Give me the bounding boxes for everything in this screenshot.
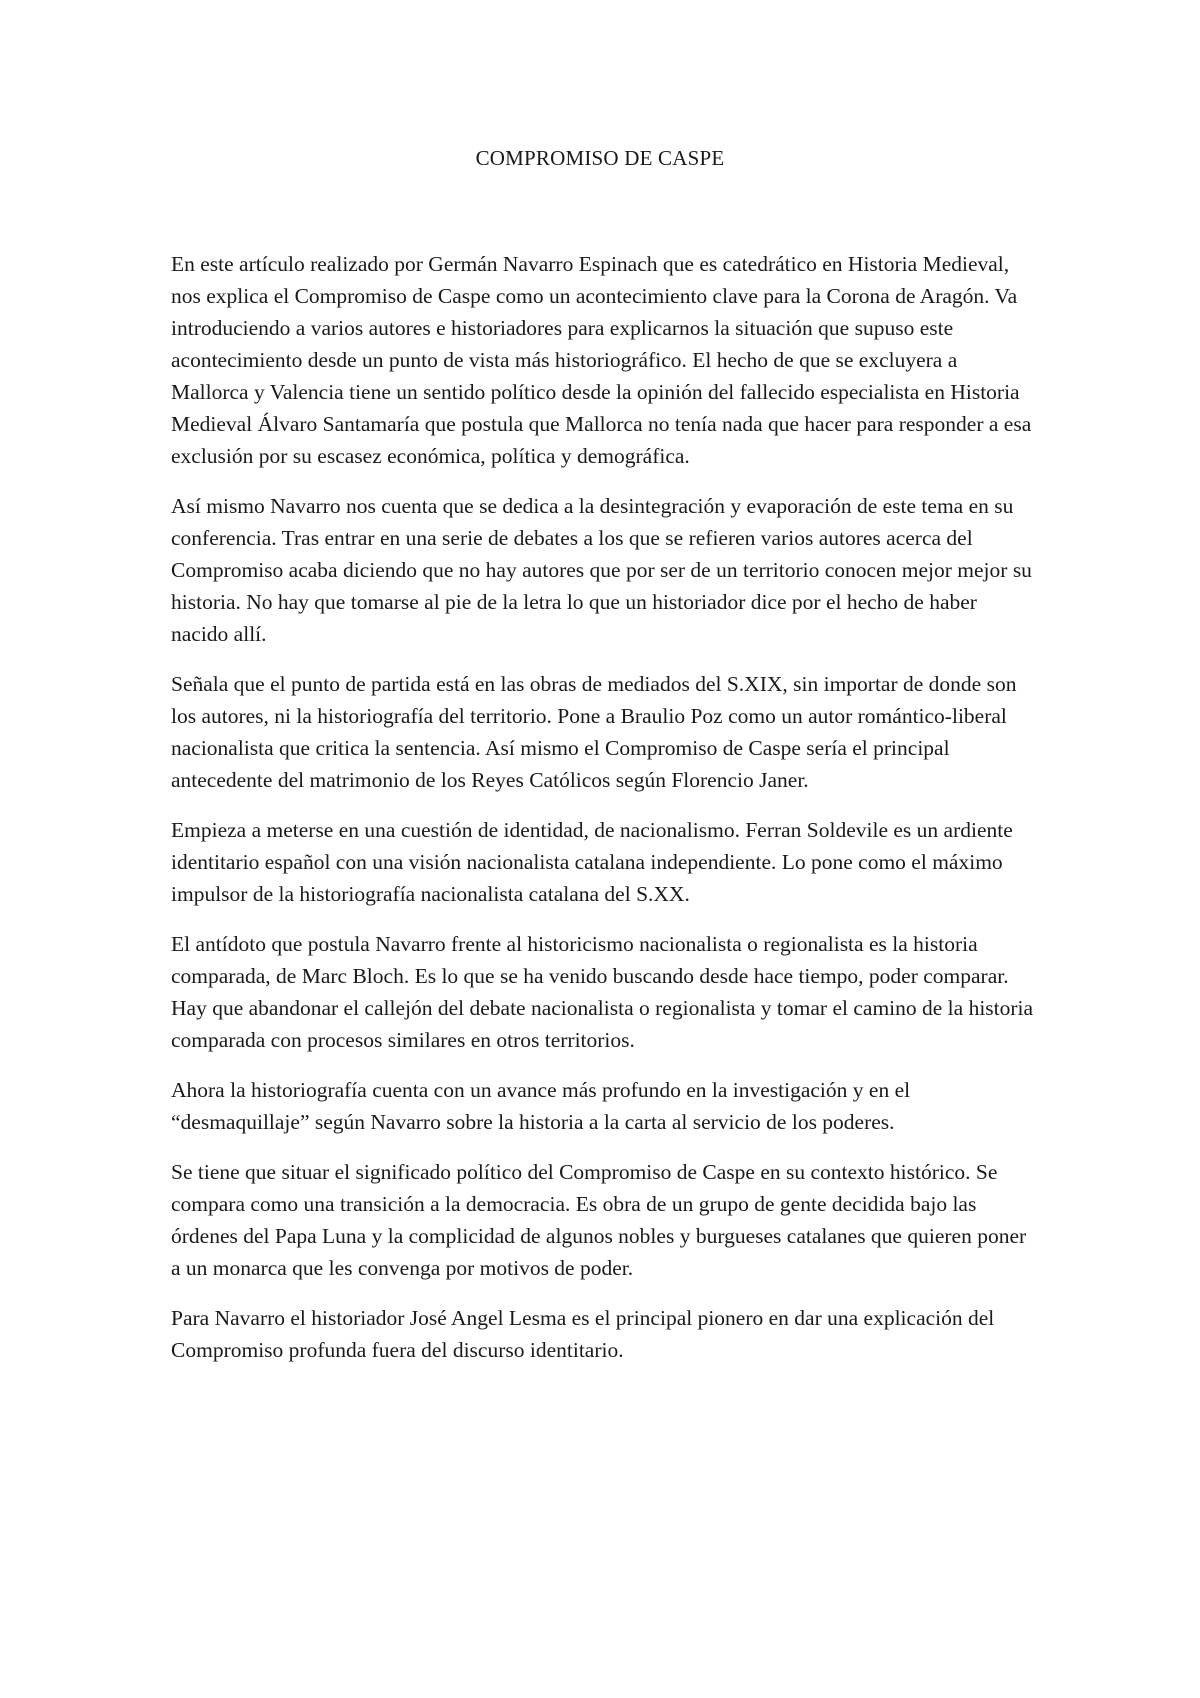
document-title: COMPROMISO DE CASPE — [475, 146, 725, 170]
paragraph-4: Empieza a meterse en una cuestión de identidad, de nacionalismo. Ferran Soldevile es un ardiente identitario español con una visión nacionalista catalana independiente. Lo pone como el máximo impulsor de la historiografía nacionalista catalana del S.XX. — [171, 818, 1013, 906]
paragraph-3: Señala que el punto de partida está en las obras de mediados del S.XIX, sin importar de donde son los autores, ni la historiografía del territorio. Pone a Braulio Poz como un autor romántico-liberal nacionalista que critica la sentencia. Así mismo el Compromiso de Caspe sería el principal antecedente del matrimonio de los Reyes Católicos según Florencio Janer. — [171, 672, 1017, 792]
paragraph-2: Así mismo Navarro nos cuenta que se dedica a la desintegración y evaporación de este tema en su conferencia. Tras entrar en una serie de debates a los que se refieren varios autores acerca del Compromiso acaba diciendo que no hay autores que por ser de un territorio conocen mejor mejor su historia. No hay que tomarse al pie de la letra lo que un historiador dice por el hecho de haber nacido allí. — [171, 494, 1032, 646]
paragraph-7: Se tiene que situar el significado político del Compromiso de Caspe en su contexto histórico. Se compara como una transición a la democracia. Es obra de un grupo de gente decidida bajo las órdenes del Papa Luna y la complicidad de algunos nobles y burgueses catalanes que quieren poner a un monarca que les convenga por motivos de poder. — [171, 1160, 1027, 1280]
paragraph-8: Para Navarro el historiador José Angel Lesma es el principal pionero en dar una explicación del Compromiso profunda fuera del discurso identitario. — [171, 1306, 995, 1362]
paragraph-6: Ahora la historiografía cuenta con un avance más profundo en la investigación y en el “desmaquillaje” según Navarro sobre la historia a la carta al servicio de los poderes. — [171, 1078, 911, 1134]
document-body — [171, 248, 1039, 1384]
paragraph-1: En este artículo realizado por Germán Navarro Espinach que es catedrático en Historia Medieval, nos explica el Compromiso de Caspe como un acontecimiento clave para la Corona de Aragón. Va introduciendo a varios autores e historiadores para explicarnos la situación que supuso este acontecimiento desde un punto de vista más historiográfico. El hecho de que se excluyera a Mallorca y Valencia tiene un sentido político desde la opinión del fallecido especialista en Historia Medieval Álvaro Santamaría que postula que Mallorca no tenía nada que hacer para responder a esa exclusión por su escasez económica, política y demográfica. — [171, 252, 1032, 468]
paragraph-5: El antídoto que postula Navarro frente al historicismo nacionalista o regionalista es la historia comparada, de Marc Bloch. Es lo que se ha venido buscando desde hace tiempo, poder comparar. Hay que abandonar el callejón del debate nacionalista o regionalista y tomar el camino de la historia comparada con procesos similares en otros territorios. — [171, 932, 1034, 1052]
